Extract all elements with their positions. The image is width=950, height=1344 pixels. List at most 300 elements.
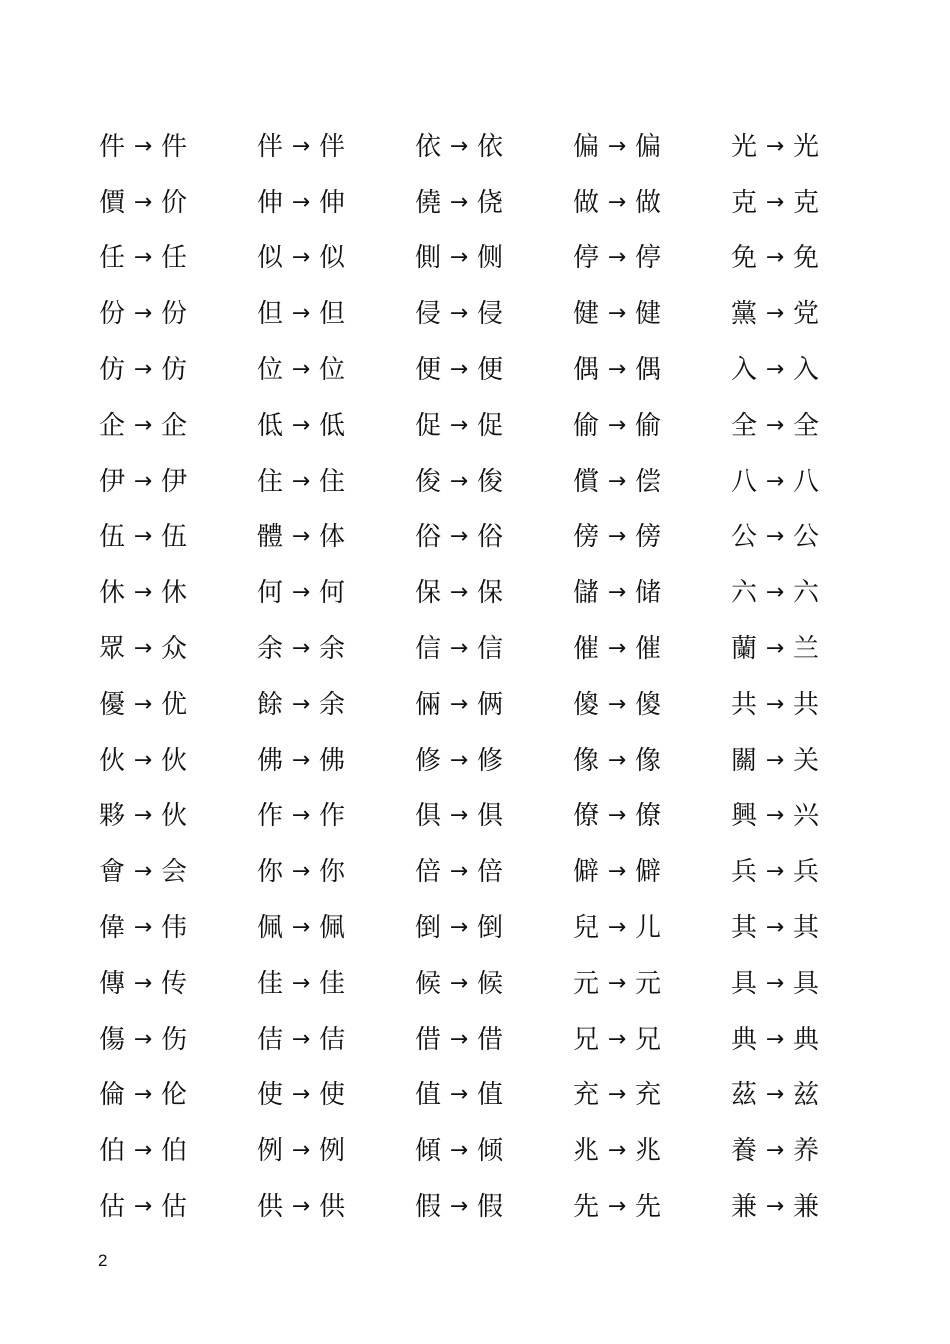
right-arrow-icon: → — [449, 1082, 469, 1108]
conversion-pair — [414, 119, 572, 175]
simplified-character: 光 — [792, 131, 819, 162]
conversion-pair — [730, 733, 888, 789]
traditional-character: 任 — [98, 243, 125, 274]
simplified-character: 似 — [318, 243, 345, 274]
simplified-character: 仿 — [160, 355, 187, 386]
right-arrow-icon: → — [765, 357, 785, 383]
conversion-pair — [730, 286, 888, 342]
simplified-character: 僚 — [634, 801, 661, 832]
simplified-character: 偶 — [634, 355, 661, 386]
traditional-character: 傍 — [572, 522, 599, 553]
right-arrow-icon: → — [291, 189, 311, 215]
right-arrow-icon: → — [765, 468, 785, 494]
traditional-character: 促 — [414, 410, 441, 441]
right-arrow-icon: → — [291, 747, 311, 773]
conversion-pair — [256, 1123, 414, 1179]
right-arrow-icon: → — [765, 524, 785, 550]
simplified-character: 佩 — [318, 913, 345, 944]
right-arrow-icon: → — [765, 1026, 785, 1052]
right-arrow-icon: → — [133, 1026, 153, 1052]
simplified-character: 俩 — [476, 689, 503, 720]
conversion-pair — [256, 844, 414, 900]
right-arrow-icon: → — [291, 357, 311, 383]
right-arrow-icon: → — [291, 1138, 311, 1164]
traditional-character: 兵 — [730, 857, 757, 888]
conversion-pair — [256, 565, 414, 621]
conversion-pair — [98, 565, 256, 621]
traditional-character: 作 — [256, 801, 283, 832]
conversion-pair — [572, 789, 730, 845]
conversion-pair — [572, 286, 730, 342]
traditional-character: 侵 — [414, 299, 441, 330]
simplified-character: 公 — [792, 522, 819, 553]
simplified-character: 侧 — [476, 243, 503, 274]
right-arrow-icon: → — [291, 133, 311, 159]
traditional-character: 俊 — [414, 466, 441, 497]
right-arrow-icon: → — [133, 1194, 153, 1220]
right-arrow-icon: → — [449, 1194, 469, 1220]
right-arrow-icon: → — [291, 468, 311, 494]
traditional-character: 偷 — [572, 410, 599, 441]
simplified-character: 余 — [318, 634, 345, 665]
conversion-pair — [730, 900, 888, 956]
simplified-character: 伸 — [318, 187, 345, 218]
conversion-pair — [572, 175, 730, 231]
simplified-character: 佳 — [318, 968, 345, 999]
right-arrow-icon: → — [765, 803, 785, 829]
right-arrow-icon: → — [607, 970, 627, 996]
simplified-character: 儿 — [634, 913, 661, 944]
right-arrow-icon: → — [291, 915, 311, 941]
traditional-character: 全 — [730, 410, 757, 441]
traditional-character: 僥 — [414, 187, 441, 218]
traditional-character: 低 — [256, 410, 283, 441]
traditional-character: 價 — [98, 187, 125, 218]
conversion-pair — [730, 621, 888, 677]
traditional-character: 休 — [98, 578, 125, 609]
conversion-pair — [98, 621, 256, 677]
simplified-character: 休 — [160, 578, 187, 609]
simplified-character: 元 — [634, 968, 661, 999]
right-arrow-icon: → — [765, 1138, 785, 1164]
conversion-pair — [730, 510, 888, 566]
right-arrow-icon: → — [449, 245, 469, 271]
conversion-pair — [730, 844, 888, 900]
traditional-character: 修 — [414, 745, 441, 776]
traditional-character: 使 — [256, 1080, 283, 1111]
conversion-pair — [98, 677, 256, 733]
traditional-character: 健 — [572, 299, 599, 330]
traditional-character: 傻 — [572, 689, 599, 720]
simplified-character: 但 — [318, 299, 345, 330]
simplified-character: 便 — [476, 355, 503, 386]
simplified-character: 保 — [476, 578, 503, 609]
right-arrow-icon: → — [291, 580, 311, 606]
simplified-character: 价 — [160, 187, 187, 218]
simplified-character: 候 — [476, 968, 503, 999]
right-arrow-icon: → — [133, 859, 153, 885]
traditional-character: 傷 — [98, 1024, 125, 1055]
simplified-character: 侥 — [476, 187, 503, 218]
traditional-character: 伸 — [256, 187, 283, 218]
conversion-pair — [98, 1179, 256, 1235]
conversion-pair — [256, 621, 414, 677]
right-arrow-icon: → — [765, 859, 785, 885]
simplified-character: 俗 — [476, 522, 503, 553]
conversion-pair — [98, 789, 256, 845]
conversion-pair — [414, 1123, 572, 1179]
simplified-character: 伍 — [160, 522, 187, 553]
right-arrow-icon: → — [607, 245, 627, 271]
simplified-character: 余 — [318, 689, 345, 720]
conversion-pair — [256, 175, 414, 231]
right-arrow-icon: → — [607, 301, 627, 327]
simplified-character: 关 — [792, 745, 819, 776]
traditional-character: 倒 — [414, 913, 441, 944]
traditional-character: 像 — [572, 745, 599, 776]
conversion-pair — [98, 1123, 256, 1179]
right-arrow-icon: → — [449, 189, 469, 215]
right-arrow-icon: → — [133, 524, 153, 550]
simplified-character: 像 — [634, 745, 661, 776]
traditional-character: 入 — [730, 355, 757, 386]
conversion-pair — [98, 231, 256, 287]
conversion-pair — [256, 1012, 414, 1068]
conversion-pair — [730, 677, 888, 733]
traditional-character: 兆 — [572, 1136, 599, 1167]
conversion-pair — [730, 119, 888, 175]
traditional-character: 茲 — [730, 1080, 757, 1111]
traditional-character: 伙 — [98, 745, 125, 776]
traditional-character: 俱 — [414, 801, 441, 832]
simplified-character: 借 — [476, 1024, 503, 1055]
right-arrow-icon: → — [133, 915, 153, 941]
right-arrow-icon: → — [607, 636, 627, 662]
right-arrow-icon: → — [607, 412, 627, 438]
conversion-pair — [730, 1012, 888, 1068]
traditional-character: 免 — [730, 243, 757, 274]
simplified-character: 党 — [792, 299, 819, 330]
right-arrow-icon: → — [133, 468, 153, 494]
right-arrow-icon: → — [291, 301, 311, 327]
simplified-character: 伊 — [160, 466, 187, 497]
simplified-character: 佛 — [318, 745, 345, 776]
conversion-pair — [730, 789, 888, 845]
simplified-character: 六 — [792, 578, 819, 609]
simplified-character: 伙 — [160, 745, 187, 776]
simplified-character: 兰 — [792, 634, 819, 665]
right-arrow-icon: → — [607, 1082, 627, 1108]
simplified-character: 俱 — [476, 801, 503, 832]
conversion-pair — [730, 231, 888, 287]
traditional-character: 位 — [256, 355, 283, 386]
traditional-character: 公 — [730, 522, 757, 553]
conversion-pair — [414, 733, 572, 789]
simplified-character: 伴 — [318, 131, 345, 162]
conversion-pair — [98, 286, 256, 342]
right-arrow-icon: → — [449, 133, 469, 159]
traditional-character: 儲 — [572, 578, 599, 609]
traditional-character: 停 — [572, 243, 599, 274]
right-arrow-icon: → — [607, 803, 627, 829]
simplified-character: 住 — [318, 466, 345, 497]
simplified-character: 企 — [160, 410, 187, 441]
simplified-character: 修 — [476, 745, 503, 776]
right-arrow-icon: → — [449, 412, 469, 438]
conversion-pair — [414, 565, 572, 621]
traditional-character: 件 — [98, 131, 125, 162]
right-arrow-icon: → — [291, 636, 311, 662]
conversion-pair — [414, 1068, 572, 1124]
traditional-character: 體 — [256, 522, 283, 553]
conversion-pair — [730, 1179, 888, 1235]
conversion-pair — [572, 844, 730, 900]
traditional-character: 信 — [414, 634, 441, 665]
conversion-pair — [414, 956, 572, 1012]
conversion-pair — [572, 565, 730, 621]
right-arrow-icon: → — [133, 636, 153, 662]
traditional-character: 共 — [730, 689, 757, 720]
right-arrow-icon: → — [449, 1138, 469, 1164]
simplified-character: 供 — [318, 1192, 345, 1223]
conversion-pair — [572, 1068, 730, 1124]
right-arrow-icon: → — [607, 1194, 627, 1220]
right-arrow-icon: → — [291, 524, 311, 550]
traditional-character: 佩 — [256, 913, 283, 944]
simplified-character: 何 — [318, 578, 345, 609]
right-arrow-icon: → — [449, 636, 469, 662]
conversion-pair — [256, 789, 414, 845]
simplified-character: 免 — [792, 243, 819, 274]
right-arrow-icon: → — [291, 412, 311, 438]
conversion-pair — [730, 1123, 888, 1179]
conversion-pair — [414, 1012, 572, 1068]
right-arrow-icon: → — [449, 1026, 469, 1052]
conversion-pair — [414, 342, 572, 398]
traditional-character: 伊 — [98, 466, 125, 497]
traditional-character: 住 — [256, 466, 283, 497]
traditional-character: 佶 — [256, 1024, 283, 1055]
right-arrow-icon: → — [607, 1026, 627, 1052]
simplified-character: 侵 — [476, 299, 503, 330]
right-arrow-icon: → — [765, 580, 785, 606]
traditional-character: 俗 — [414, 522, 441, 553]
right-arrow-icon: → — [133, 301, 153, 327]
traditional-character: 但 — [256, 299, 283, 330]
right-arrow-icon: → — [765, 970, 785, 996]
simplified-character: 促 — [476, 410, 503, 441]
right-arrow-icon: → — [607, 524, 627, 550]
conversion-pair — [414, 844, 572, 900]
right-arrow-icon: → — [133, 245, 153, 271]
page-number: 2 — [98, 1251, 108, 1270]
conversion-pair — [572, 454, 730, 510]
simplified-character: 位 — [318, 355, 345, 386]
right-arrow-icon: → — [765, 133, 785, 159]
traditional-character: 償 — [572, 466, 599, 497]
simplified-character: 充 — [634, 1080, 661, 1111]
simplified-character: 倾 — [476, 1136, 503, 1167]
simplified-character: 值 — [476, 1080, 503, 1111]
right-arrow-icon: → — [607, 580, 627, 606]
right-arrow-icon: → — [607, 859, 627, 885]
right-arrow-icon: → — [765, 189, 785, 215]
conversion-pair — [256, 677, 414, 733]
traditional-character: 兼 — [730, 1192, 757, 1223]
conversion-pair — [572, 119, 730, 175]
right-arrow-icon: → — [291, 859, 311, 885]
conversion-pair — [730, 1068, 888, 1124]
traditional-character: 做 — [572, 187, 599, 218]
traditional-character: 例 — [256, 1136, 283, 1167]
conversion-pair — [98, 1012, 256, 1068]
right-arrow-icon: → — [291, 1026, 311, 1052]
simplified-character: 会 — [160, 857, 187, 888]
right-arrow-icon: → — [291, 970, 311, 996]
simplified-character: 伤 — [160, 1024, 187, 1055]
conversion-pair — [414, 1179, 572, 1235]
conversion-pair — [256, 1179, 414, 1235]
conversion-pair — [414, 621, 572, 677]
simplified-character: 兵 — [792, 857, 819, 888]
conversion-pair — [414, 900, 572, 956]
traditional-character: 光 — [730, 131, 757, 162]
right-arrow-icon: → — [765, 245, 785, 271]
right-arrow-icon: → — [607, 747, 627, 773]
right-arrow-icon: → — [449, 691, 469, 717]
conversion-pair — [572, 733, 730, 789]
traditional-character: 倍 — [414, 857, 441, 888]
simplified-character: 件 — [160, 131, 187, 162]
right-arrow-icon: → — [449, 580, 469, 606]
conversion-pair — [256, 1068, 414, 1124]
traditional-character: 假 — [414, 1192, 441, 1223]
traditional-character: 伴 — [256, 131, 283, 162]
conversion-pair — [572, 342, 730, 398]
right-arrow-icon: → — [449, 970, 469, 996]
traditional-character: 側 — [414, 243, 441, 274]
conversion-pair — [98, 119, 256, 175]
traditional-character: 倫 — [98, 1080, 125, 1111]
traditional-character: 值 — [414, 1080, 441, 1111]
simplified-character: 佶 — [318, 1024, 345, 1055]
traditional-character: 餘 — [256, 689, 283, 720]
traditional-character: 典 — [730, 1024, 757, 1055]
conversion-pair — [414, 789, 572, 845]
right-arrow-icon: → — [765, 691, 785, 717]
traditional-character: 偉 — [98, 913, 125, 944]
simplified-character: 倒 — [476, 913, 503, 944]
traditional-character: 六 — [730, 578, 757, 609]
right-arrow-icon: → — [449, 803, 469, 829]
simplified-character: 偏 — [634, 131, 661, 162]
right-arrow-icon: → — [291, 1082, 311, 1108]
conversion-pair — [572, 398, 730, 454]
character-conversion-table — [98, 119, 858, 1235]
conversion-pair — [414, 398, 572, 454]
simplified-character: 估 — [160, 1192, 187, 1223]
right-arrow-icon: → — [765, 747, 785, 773]
simplified-character: 兄 — [634, 1024, 661, 1055]
conversion-pair — [256, 398, 414, 454]
conversion-pair — [730, 175, 888, 231]
simplified-character: 僻 — [634, 857, 661, 888]
right-arrow-icon: → — [765, 301, 785, 327]
right-arrow-icon: → — [133, 580, 153, 606]
conversion-pair — [256, 733, 414, 789]
right-arrow-icon: → — [607, 468, 627, 494]
conversion-pair — [98, 844, 256, 900]
conversion-pair — [414, 454, 572, 510]
right-arrow-icon: → — [133, 1138, 153, 1164]
simplified-character: 克 — [792, 187, 819, 218]
simplified-character: 俊 — [476, 466, 503, 497]
traditional-character: 便 — [414, 355, 441, 386]
conversion-pair — [98, 956, 256, 1012]
traditional-character: 黨 — [730, 299, 757, 330]
conversion-pair — [256, 342, 414, 398]
simplified-character: 体 — [318, 522, 345, 553]
traditional-character: 充 — [572, 1080, 599, 1111]
right-arrow-icon: → — [607, 133, 627, 159]
traditional-character: 僻 — [572, 857, 599, 888]
traditional-character: 養 — [730, 1136, 757, 1167]
simplified-character: 伯 — [160, 1136, 187, 1167]
traditional-character: 佛 — [256, 745, 283, 776]
simplified-character: 停 — [634, 243, 661, 274]
traditional-character: 企 — [98, 410, 125, 441]
simplified-character: 兴 — [792, 801, 819, 832]
traditional-character: 偶 — [572, 355, 599, 386]
conversion-pair — [414, 286, 572, 342]
conversion-pair — [572, 1179, 730, 1235]
simplified-character: 兹 — [792, 1080, 819, 1111]
traditional-character: 催 — [572, 634, 599, 665]
traditional-character: 偏 — [572, 131, 599, 162]
traditional-character: 供 — [256, 1192, 283, 1223]
traditional-character: 眾 — [98, 634, 125, 665]
traditional-character: 候 — [414, 968, 441, 999]
conversion-pair — [730, 398, 888, 454]
simplified-character: 伙 — [160, 801, 187, 832]
simplified-character: 傍 — [634, 522, 661, 553]
simplified-character: 例 — [318, 1136, 345, 1167]
traditional-character: 其 — [730, 913, 757, 944]
conversion-pair — [572, 956, 730, 1012]
conversion-pair — [98, 733, 256, 789]
simplified-character: 兆 — [634, 1136, 661, 1167]
simplified-character: 依 — [476, 131, 503, 162]
right-arrow-icon: → — [133, 1082, 153, 1108]
traditional-character: 夥 — [98, 801, 125, 832]
simplified-character: 伦 — [160, 1080, 187, 1111]
traditional-character: 會 — [98, 857, 125, 888]
conversion-pair — [256, 900, 414, 956]
right-arrow-icon: → — [133, 970, 153, 996]
conversion-pair — [414, 175, 572, 231]
right-arrow-icon: → — [449, 357, 469, 383]
right-arrow-icon: → — [449, 915, 469, 941]
conversion-pair — [572, 510, 730, 566]
conversion-pair — [256, 956, 414, 1012]
simplified-character: 伟 — [160, 913, 187, 944]
traditional-character: 佳 — [256, 968, 283, 999]
conversion-pair — [414, 677, 572, 733]
traditional-character: 先 — [572, 1192, 599, 1223]
traditional-character: 元 — [572, 968, 599, 999]
simplified-character: 你 — [318, 857, 345, 888]
conversion-pair — [256, 454, 414, 510]
